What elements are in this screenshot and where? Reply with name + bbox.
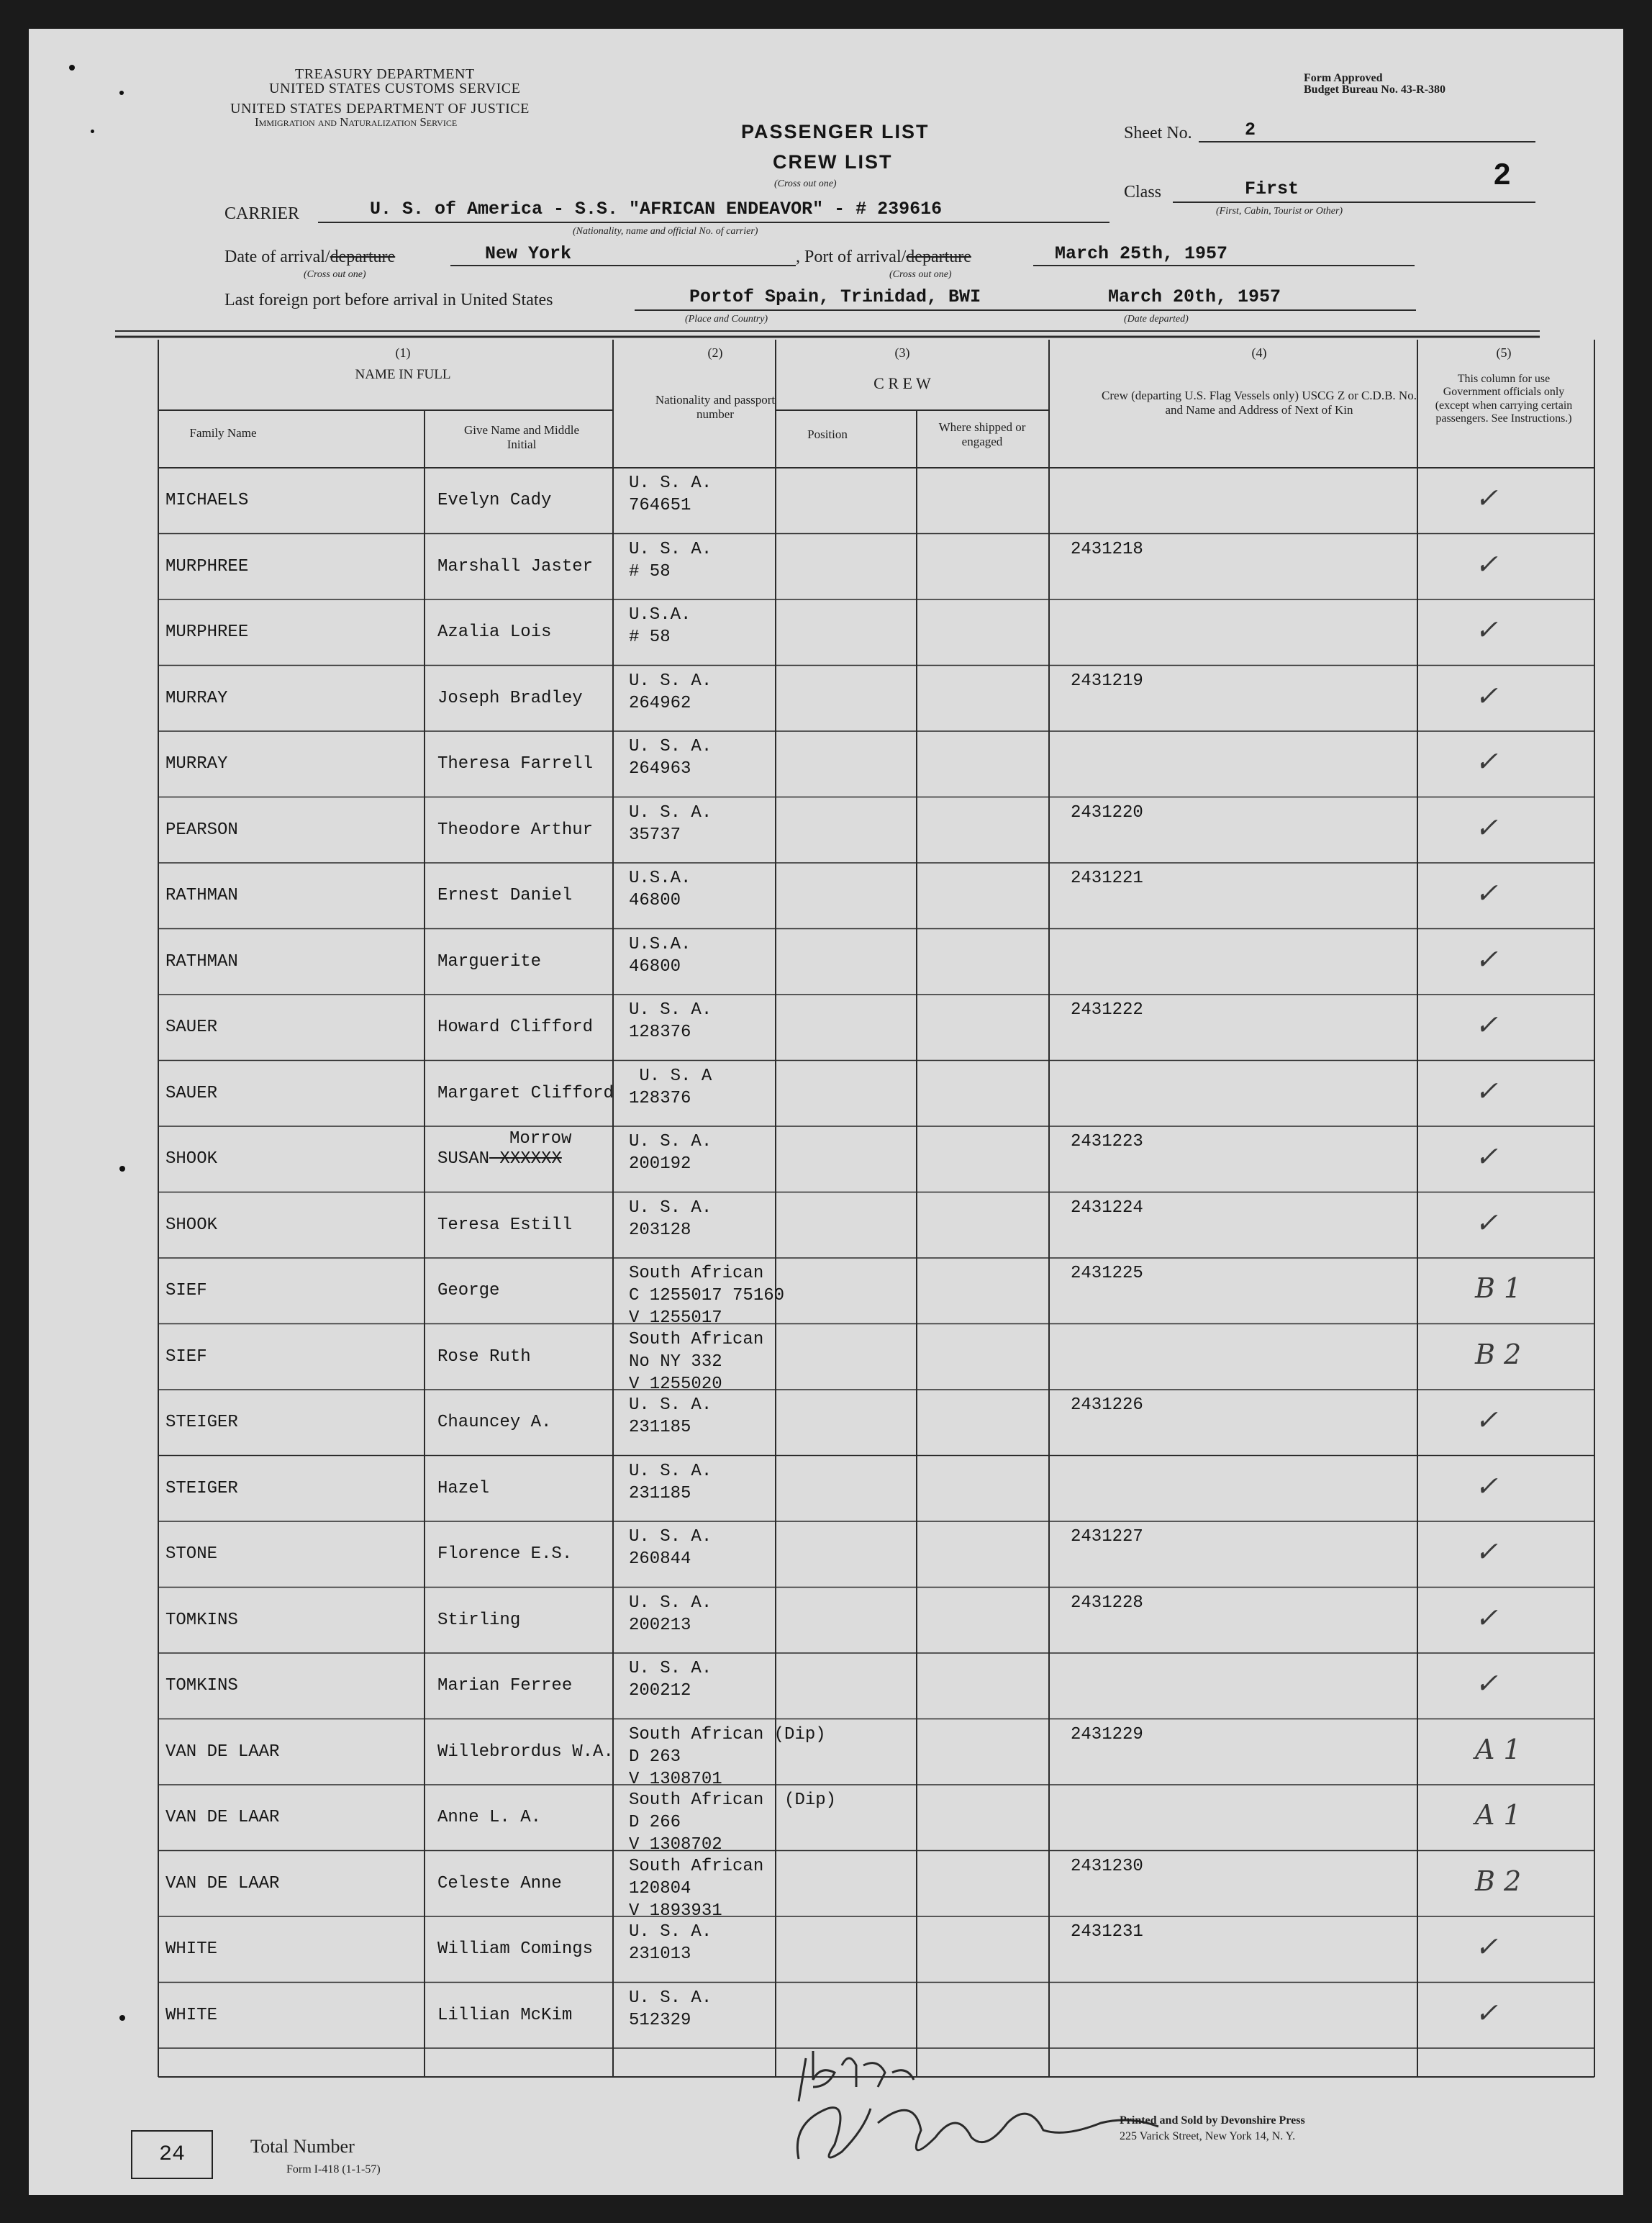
date-arrival-label: Date of arrival/departure <box>224 248 396 266</box>
official-mark: ✓ <box>1475 1667 1498 1699</box>
given-name: Willebrordus W.A. <box>437 1742 614 1762</box>
official-mark: ✓ <box>1475 679 1498 712</box>
nationality-passport: U.S.A. # 58 <box>629 605 691 648</box>
official-mark: ✓ <box>1475 1601 1498 1634</box>
nationality-passport: U. S. A. 264962 <box>629 671 712 713</box>
given-name: Marian Ferree <box>437 1676 573 1695</box>
nationality-passport: U. S. A. 35737 <box>629 802 712 845</box>
official-mark: ✓ <box>1475 1141 1498 1172</box>
class-label: Class <box>1124 183 1162 202</box>
carrier-value: U. S. of America - S.S. "AFRICAN ENDEAVOR" - # 239616 <box>370 199 943 219</box>
family-name: MURRAY <box>165 754 228 774</box>
col2-number: (2) <box>707 345 723 360</box>
cross-out-hint-arrival: (Cross out one) <box>304 269 366 280</box>
nationality-passport: South African 120804 V 1893931 <box>629 1856 764 1921</box>
sheet-no-label: Sheet No. <box>1124 124 1192 142</box>
given-name: SUSAN XXXXXX <box>437 1149 562 1169</box>
official-mark: ✓ <box>1475 877 1498 909</box>
family-name: VAN DE LAAR <box>165 1873 280 1893</box>
table-grid <box>29 29 1623 2195</box>
family-name: TOMKINS <box>165 1676 238 1695</box>
nationality-passport: U. S. A. 231013 <box>629 1922 712 1965</box>
port-arrival-value: March 25th, 1957 <box>1055 243 1228 264</box>
given-name: Florence E.S. <box>437 1544 573 1564</box>
official-mark: ✓ <box>1475 1074 1498 1107</box>
official-mark: ✓ <box>1475 1996 1498 2029</box>
nationality-passport: U. S. A. 200192 <box>629 1132 712 1174</box>
col2-title: Nationality and passport number <box>655 393 776 421</box>
crew-number: 2431227 <box>1071 1527 1143 1547</box>
official-mark: ✓ <box>1475 1470 1498 1502</box>
col3-number: (3) <box>894 345 910 360</box>
official-mark: ✓ <box>1475 1009 1498 1041</box>
last-port-hint: (Place and Country) <box>685 314 768 325</box>
official-mark: A 1 <box>1475 1733 1521 1765</box>
total-number-box <box>131 2130 213 2179</box>
given-name: Margaret Clifford <box>437 1083 614 1103</box>
title-crew-list: CREW LIST <box>773 151 893 173</box>
official-mark: ✓ <box>1475 1404 1498 1436</box>
official-mark: B 2 <box>1475 1865 1522 1897</box>
crew-number: 2431220 <box>1071 802 1143 823</box>
sheet-no-value: 2 <box>1245 119 1256 140</box>
corner-page-number: 2 <box>1494 157 1511 191</box>
cross-out-hint-title: (Cross out one) <box>774 178 837 189</box>
given-name: Joseph Bradley <box>437 688 583 708</box>
carrier-hint: (Nationality, name and official No. of carrier) <box>573 226 758 237</box>
family-name: MICHAELS <box>165 491 249 510</box>
document-page <box>29 29 1623 2195</box>
crew-number: 2431221 <box>1071 869 1143 888</box>
col3-position-header: Position <box>807 427 848 441</box>
nationality-passport: U. S. A. # 58 <box>629 539 712 581</box>
given-name: Lillian McKim <box>437 2005 573 2025</box>
title-passenger-list: PASSENGER LIST <box>741 121 930 142</box>
cross-out-hint-port: (Cross out one) <box>889 269 952 280</box>
crew-number: 2431222 <box>1071 1000 1143 1020</box>
given-name: Theresa Farrell <box>437 754 594 774</box>
col4-number: (4) <box>1251 345 1267 360</box>
family-name: SIEF <box>165 1346 207 1367</box>
official-mark: ✓ <box>1475 482 1498 514</box>
crew-number: 2431224 <box>1071 1197 1143 1218</box>
given-name: Marshall Jaster <box>437 556 594 576</box>
col5-number: (5) <box>1496 345 1512 360</box>
total-number-value: 24 <box>158 2142 185 2167</box>
given-name-correction: Morrow <box>509 1129 572 1149</box>
family-name: RATHMAN <box>165 951 238 972</box>
given-name: Rose Ruth <box>437 1346 531 1367</box>
dept-line-ins: Immigration and Naturalization Service <box>255 115 458 129</box>
nationality-passport: South African (Dip) D 266 V 1308702 <box>629 1790 837 1855</box>
carrier-label: CARRIER <box>224 204 300 223</box>
crew-number: 2431228 <box>1071 1593 1143 1613</box>
official-mark: ✓ <box>1475 811 1498 843</box>
official-mark: ✓ <box>1475 1931 1498 1962</box>
given-name: William Comings <box>437 1939 594 1959</box>
official-signature <box>770 2022 1173 2188</box>
official-mark: ✓ <box>1475 548 1498 580</box>
family-name: MURPHREE <box>165 622 249 642</box>
budget-bureau: Budget Bureau No. 43-R-380 <box>1304 83 1446 96</box>
given-name: Ernest Daniel <box>437 886 573 905</box>
family-name: SHOOK <box>165 1215 218 1235</box>
class-hint: (First, Cabin, Tourist or Other) <box>1216 206 1343 217</box>
dept-line-treasury: TREASURY DEPARTMENT <box>295 66 475 82</box>
printer-address: 225 Varick Street, New York 14, N. Y. <box>1120 2130 1296 2142</box>
nationality-passport: South African (Dip) D 263 V 1308701 <box>629 1724 826 1789</box>
given-name: Hazel <box>437 1478 490 1498</box>
family-name: TOMKINS <box>165 1610 238 1630</box>
family-name: PEARSON <box>165 820 238 840</box>
col4-title: Crew (departing U.S. Flag Vessels only) USCG Z or C.D.B. No. and Name and Address of Next of Kin <box>1102 389 1417 417</box>
date-departed-hint: (Date departed) <box>1124 314 1189 325</box>
family-name: WHITE <box>165 2005 218 2025</box>
printed-by: Printed and Sold by Devonshire Press <box>1120 2114 1305 2127</box>
nationality-passport: U. S. A. 231185 <box>629 1395 712 1438</box>
crew-number: 2431226 <box>1071 1395 1143 1415</box>
official-mark: B 2 <box>1475 1338 1522 1370</box>
class-value: First <box>1245 178 1299 199</box>
date-departed-value: March 20th, 1957 <box>1108 286 1281 307</box>
given-name: Anne L. A. <box>437 1808 542 1827</box>
last-port-value: Portof Spain, Trinidad, BWI <box>689 286 981 307</box>
given-name: Marguerite <box>437 951 542 972</box>
given-name: Celeste Anne <box>437 1873 562 1893</box>
given-name: George <box>437 1281 500 1300</box>
family-name: VAN DE LAAR <box>165 1742 280 1762</box>
official-mark: ✓ <box>1475 746 1498 777</box>
family-name: STONE <box>165 1544 218 1564</box>
given-name: Theodore Arthur <box>437 820 594 840</box>
family-name: STEIGER <box>165 1478 238 1498</box>
nationality-passport: U. S. A. 231185 <box>629 1461 712 1503</box>
given-name: Stirling <box>437 1610 521 1630</box>
col3-title: C R E W <box>873 374 931 392</box>
given-name: Evelyn Cady <box>437 491 552 510</box>
nationality-passport: U. S. A. 128376 <box>629 1000 712 1043</box>
date-arrival-value: New York <box>485 243 572 264</box>
official-mark: ✓ <box>1475 1536 1498 1567</box>
crew-number: 2431223 <box>1071 1132 1143 1151</box>
family-name: WHITE <box>165 1939 218 1959</box>
col5-title: This column for use Government officials only (except when carrying certain passengers. See Instructions.) <box>1435 373 1573 425</box>
col1-given-header: Give Name and Middle Initial <box>463 423 580 451</box>
given-name: Howard Clifford <box>437 1018 594 1037</box>
nationality-passport: South African C 1255017 75160 V 1255017 <box>629 1264 785 1328</box>
last-port-label: Last foreign port before arrival in United States <box>224 291 553 309</box>
nationality-passport: U. S. A. 203128 <box>629 1197 712 1240</box>
nationality-passport: U. S. A. 200213 <box>629 1593 712 1635</box>
given-name: Chauncey A. <box>437 1413 552 1432</box>
given-name: Teresa Estill <box>437 1215 573 1235</box>
official-mark: ✓ <box>1475 943 1498 975</box>
nationality-passport: U.S.A. 46800 <box>629 869 691 911</box>
dept-line-justice: UNITED STATES DEPARTMENT OF JUSTICE <box>230 101 530 117</box>
official-mark: A 1 <box>1475 1799 1521 1831</box>
nationality-passport: U. S. A. 260844 <box>629 1527 712 1570</box>
official-mark: ✓ <box>1475 614 1498 646</box>
port-arrival-label: , Port of arrival/departure <box>796 248 971 266</box>
crew-number: 2431231 <box>1071 1922 1143 1942</box>
col3-where-header: Where shipped or engaged <box>938 420 1026 448</box>
crew-number: 2431230 <box>1071 1856 1143 1876</box>
total-number-label: Total Number <box>250 2136 355 2157</box>
nationality-passport: U. S. A. 264963 <box>629 737 712 779</box>
family-name: MURRAY <box>165 688 228 708</box>
family-name: SHOOK <box>165 1149 218 1169</box>
nationality-passport: U. S. A. 512329 <box>629 1988 712 2030</box>
official-mark: B 1 <box>1475 1272 1522 1304</box>
col1-title: NAME IN FULL <box>355 367 451 382</box>
family-name: SIEF <box>165 1281 207 1300</box>
official-mark: ✓ <box>1475 1206 1498 1239</box>
dept-line-customs: UNITED STATES CUSTOMS SERVICE <box>269 81 521 96</box>
crew-number: 2431229 <box>1071 1724 1143 1744</box>
col1-number: (1) <box>395 345 411 360</box>
form-number: Form I-418 (1-1-57) <box>286 2163 381 2176</box>
nationality-passport: U. S. A. 764651 <box>629 474 712 516</box>
form-approved: Form Approved <box>1304 72 1383 84</box>
crew-number: 2431219 <box>1071 671 1143 691</box>
nationality-passport: U. S. A 128376 <box>629 1066 712 1108</box>
crew-number: 2431225 <box>1071 1264 1143 1283</box>
family-name: RATHMAN <box>165 886 238 905</box>
family-name: SAUER <box>165 1083 218 1103</box>
given-name: Azalia Lois <box>437 622 552 642</box>
family-name: MURPHREE <box>165 556 249 576</box>
family-name: VAN DE LAAR <box>165 1808 280 1827</box>
family-name: SAUER <box>165 1018 218 1037</box>
nationality-passport: U.S.A. 46800 <box>629 934 691 977</box>
family-name: STEIGER <box>165 1413 238 1432</box>
col1-family-header: Family Name <box>189 426 257 440</box>
nationality-passport: U. S. A. 200212 <box>629 1659 712 1701</box>
nationality-passport: South African No NY 332 V 1255020 <box>629 1329 764 1394</box>
given-name-struck: XXXXXX <box>489 1149 562 1169</box>
crew-number: 2431218 <box>1071 539 1143 559</box>
